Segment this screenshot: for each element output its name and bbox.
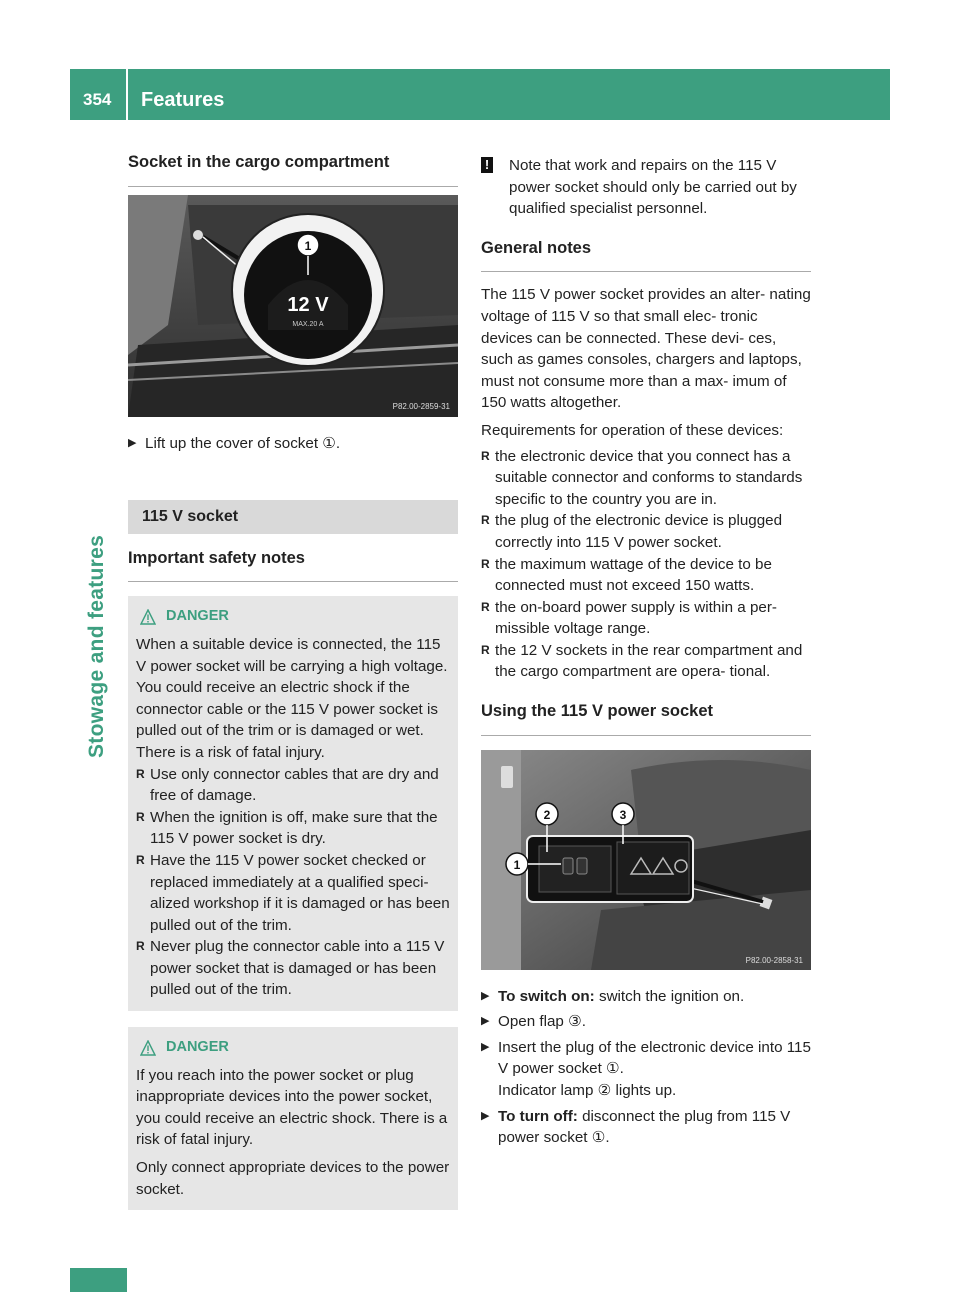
danger-heading-1: DANGER	[136, 606, 450, 628]
note-block	[481, 155, 811, 220]
note-text: Note that work and repairs on the 115 V power socket should only be carried out by qualified specialist personnel.	[509, 157, 797, 218]
heading-cargo-socket: Socket in the cargo compartment	[128, 152, 458, 187]
general-notes-paragraph: The 115 V power socket provides an alter- nating voltage of 115 V so that small elec- tronic devices can be connected. These devi- ces, such as games consoles, chargers and laptops, must not consume more than a max- imum of 150 watts altogether.	[481, 286, 811, 412]
danger1-text: When a suitable device is connected, the 115 V power socket will be carrying a high voltage. You could receive an electric shock if the connector cable or the 115 V power socket is pulled out of the trim or is damaged or wet. There is a risk of fatal injury.	[136, 635, 448, 761]
danger1-bullet: R When the ignition is off, make sure that the 115 V power socket is dry.	[136, 807, 450, 850]
heading-general-notes: General notes	[481, 238, 811, 273]
danger-box-2	[128, 1027, 458, 1210]
heading-safety-notes: Important safety notes	[128, 548, 458, 583]
header-divider	[126, 69, 128, 120]
danger2-text: If you reach into the power socket or plug inappropriate devices into the power socket, you could receive an electric shock. There is a risk of fatal injury.	[136, 1066, 448, 1149]
note-icon: !	[481, 157, 493, 173]
cargo-socket-image	[128, 195, 458, 417]
section-band-115v: 115 V socket	[128, 500, 458, 534]
danger1-bullet: R Never plug the connector cable into a 115 V power socket that is damaged or has been pulled out of the trim.	[136, 936, 450, 1001]
step-switch-on: ▶ To switch on: switch the ignition on.	[481, 986, 811, 1008]
rear-seat-socket-illustration	[481, 750, 811, 970]
requirement-item: R the maximum wattage of the device to be connected must not exceed 150 watts.	[481, 554, 811, 597]
warning-triangle-icon	[140, 1040, 156, 1056]
callout-3-label: 3	[619, 807, 627, 822]
danger1-bullet: R Use only connector cables that are dry and free of damage.	[136, 764, 450, 807]
socket-label-12v: 12 V	[287, 293, 329, 316]
image-code-1: P82.00-2859-31	[392, 401, 450, 411]
image-code-2: P82.00-2858-31	[745, 955, 803, 965]
requirement-item: R the plug of the electronic device is plugged correctly into 115 V power socket.	[481, 510, 811, 553]
requirements-intro: Requirements for operation of these devices:	[481, 421, 784, 439]
callout-1-label: 1	[513, 857, 521, 872]
requirement-item: R the electronic device that you connect has a suitable connector and conforms to standards specific to the country you are in.	[481, 446, 811, 511]
danger1-bullet: R Have the 115 V power socket checked or replaced immediately at a qualified speci- alized workshop if it is damaged or has been pulled out of the trim.	[136, 850, 450, 936]
section-title: Features	[141, 89, 225, 111]
callout-1-label: 1	[304, 238, 312, 253]
step-lift-cover: ▶ Lift up the cover of socket ①.	[128, 433, 458, 455]
side-tab-marker	[70, 1268, 127, 1292]
socket-sublabel: MAX.20 A	[292, 320, 324, 328]
cargo-compartment-illustration	[128, 195, 458, 417]
heading-using-socket: Using the 115 V power socket	[481, 701, 811, 736]
using-steps	[481, 986, 811, 1149]
danger-box-1	[128, 596, 458, 1011]
step-insert-plug: ▶ Insert the plug of the electronic device into 115 V power socket ①. Indicator lamp ② lights up.	[481, 1037, 811, 1102]
danger2-extra: Only connect appropriate devices to the power socket.	[136, 1159, 450, 1198]
danger-heading-2: DANGER	[136, 1037, 450, 1059]
using-socket-image	[481, 750, 811, 970]
left-column	[128, 152, 458, 1210]
step-turn-off: ▶ To turn off: disconnect the plug from 115 V power socket ①.	[481, 1106, 811, 1149]
step-open-flap: ▶ Open flap ③.	[481, 1011, 811, 1033]
requirement-item: R the on-board power supply is within a per- missible voltage range.	[481, 597, 811, 640]
page-number: 354	[83, 90, 112, 109]
callout-2-label: 2	[543, 807, 551, 822]
requirement-item: R the 12 V sockets in the rear compartment and the cargo compartment are opera- tional.	[481, 640, 811, 683]
right-column	[481, 155, 811, 1149]
warning-triangle-icon	[140, 609, 156, 625]
